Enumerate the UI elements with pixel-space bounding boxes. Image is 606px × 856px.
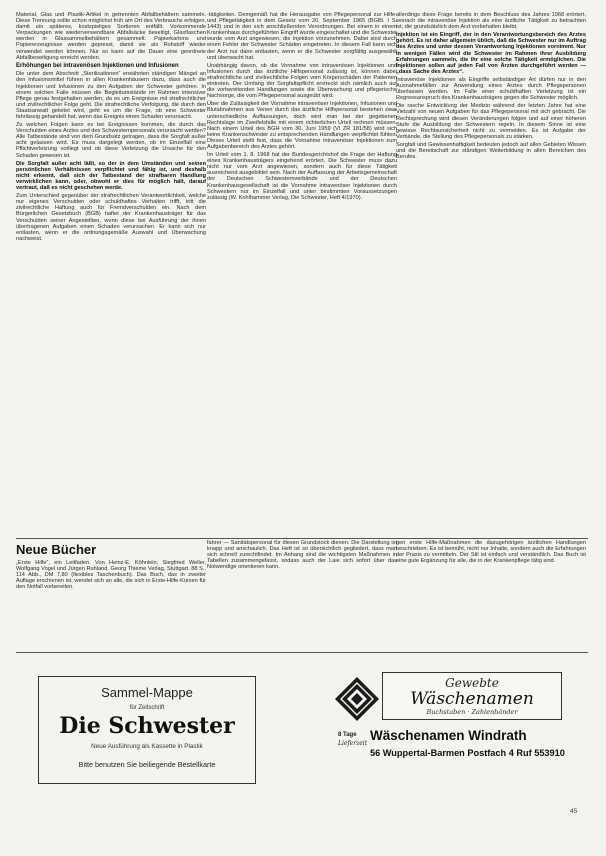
paragraph: allerdings diese Frage bereits in dem Beschluss des Jahres 1968 erörtert, wonach die intravenöse Injektion als eine ärztliche Tätigkeit zu betrachten ist, die grundsätzlich dem Arzt vorbehalten bleibt. [396,12,586,31]
paragraph: Injektion ist ein Eingriff, der in den Verantwortungsbereich des Arztes gehört. Es ist daher allgemein üblich, daß die Schwester nur im Auftrag des Arztes und unter dessen Verantwortung Injektionen vornimmt. Nur in wenigen Fällen wird die Schwester im Rahmen ihrer Ausbildung Erfahrungen sammeln, die ihr eine solche Tätigkeit ermöglichen. Die Injektionen sollen auf jeden Fall von Ärzten durchgeführt werden — „dass Sache des Arztes“. [396,32,586,75]
sammelmappe-advertisement [38,676,256,784]
paragraph: Sorgfalt und Gewissenhaftigkeit bedeuten jedoch auf allen Gebieten Wissen und die Bereitschaft zur ständigen Weiterbildung in allen Bereichen des Berufes. [396,141,586,161]
books-heading: Neue Bücher [16,542,97,557]
section-heading: Erhöhungen bei intravenösen Injektionen und Infusionen [16,62,179,69]
windrath-advertisement [326,672,566,776]
book-review-column-2: fahrer — Sanitätspersonal für diesen Grundstock dienen. Die Darstellung ist knapp und anschaulich. Das Heft ist so übersichtlich gegliedert, dass man sich schnell zurechtfindet. Im Anhang sind die wichtigsten Maßnahmen in Tabellen zusammengefasst, sodass auch der Laie sich sofort über das Notwendige orientieren kann. [207,540,397,571]
delivery-label: Lieferzeit [338,740,368,747]
book-review-column-3: gen erste Hilfe-Maßnahmen die dazugehörigen ärztlichen Handlungen beschrieben. Es ist bemüht, nicht nur Inhalte, sondern auch die Erfahrungen der Praxis zu vermitteln. Der Stil ist einfach und verständlich. Das Buch ist eine gute Ergänzung für alle, die in der Krankenpflege tätig sind. [396,540,586,565]
ads-divider [16,652,588,653]
paragraph: Die rasche Entwicklung der Medizin während der letzten Jahre hat eine Vielzahl von neuen Aufgaben für das Pflegepersonal mit sich gebracht. Die Rechtsprechung wird diesen Veränderungen folgen und auf einer höheren Stufe die Ausbildung der Schwestern regeln. In diesem Sinne ist eine gewisse Rechtsunsicherheit nicht zu vermeiden. Es ist Aufgabe der Verbände, die Stellung des Pflegepersonals zu stärken. [396,103,586,140]
delivery-days: 8 Tage [338,732,357,738]
label-line-3: Buchstaben · Zahlenbänder [426,708,518,716]
label-line-2: Wäschenamen [410,689,534,709]
ad-description: Neue Ausführung als Kassette in Plastik [91,743,203,750]
paragraph: Material, Glas und Plastik-Artikel in getrennten Abfallbehältern sammeln. Diese Trennung sollte schon möglichst früh am Ort des Verbrauchs erfolgen, damit ein späteres, kostspieliges Sortieren entfällt. Vorkommende Verpackungen wie wiederverwendbare Abfallsäcke beseitigt, Glasflaschen werden in Glassammelbehältern gesammelt. Papierkartons und Papiererzeugnisse werden gepresst, damit sie als Rohstoff wieder verwendet werden können. Nur so kann auf die Dauer eine geordnete Abfallbeseitigung erreicht werden. [16,12,206,61]
article-column-3 [396,12,586,537]
paragraph: Über die Zulässigkeit der Vornahme intravenöser Injektionen, Infusionen und Blutabnahmen aus Venen durch das ärztliche Hilfspersonal bestehen zwar unterschiedliche Auffassungen, doch wird man bei der gegebenen Rechtslage im Zweifelsfalle mit einem richterlichen Urteil rechnen müssen. Nach einem Urteil des BGH vom 30. Juni 1959 (VI ZR 181/58) wird sich keine Krankenschwester zu entsprechenden Handlungen verpflichtet fühlen. Dieses Urteil stellt fest, dass die Vornahme intravenöser Injektionen zum Aufgabenbereich des Arztes gehört. [207,101,397,150]
paragraph: Die unter dem Abschnitt „Sterilisationen“ erwähnten ständigen Mängel an den Infusionsmittel führen in allen Krankenhäusern dazu, dass auch die Injektionen und Infusionen zu den Aufgaben der Schwester gehören. In einem solchen Falle müssen die Begleitumstände im Rahmen intensiver Pflege genau festgehalten werden, da es um Ereignisse mit strafrechtlicher und zivilrechtlicher Folge geht. Die strafrechtliche Verfolgung, die durch den Staatsanwalt geleitet wird, geht es um die Frage, ob eine Schwester fahrlässig gehandelt hat, wenn das Ereignis einen Schaden verursacht. [16,71,206,120]
woven-label-box [382,672,562,720]
page-number: 45 [570,808,578,815]
company-address: 56 Wuppertal-Barmen Postfach 4 Ruf 553910 [370,748,565,758]
paragraph: Unabhängig davon, ob die Vornahme von intravenösen Injektionen und Infusionen durch das ärztliche Hilfspersonal zulässig ist, können dabei strafrechtliche und zivilrechtliche Folgen vom Körperschäden der Patienten eintreten. Der Umfang der Sorgfaltspflicht erstreckt sich nämlich auch auf die vorbereitenden Handlungen sowie die Überwachung und pflegerische Nachsorge, die vom Pflegepersonal ausgeübt wird. [207,62,397,100]
label-line-1: Gewebte [445,676,499,690]
article-column-2 [207,12,397,537]
paragraph: Im Urteil vom 1. 8. 1968 hat der Bundesgerichtshof die Frage der Haftung eines Krankenhausträgers eingehend erörtert. Die Schwester muss dazu nicht nur vom Arzt angewiesen, sondern auch für diese Tätigkeit ausreichend ausgebildet sein. Nach der Auffassung der Arbeitsgemeinschaft der Deutschen Schwesternverbände und der Deutschen Krankenhausgesellschaft ist die Vornahme intravenöser Injektionen durch Schwestern nur im Einzelfall und unter bestimmten Voraussetzungen zulässig (W. Kohlhammer Verlag, Die Schwester, Heft 4/1970). [207,152,397,201]
book-review-column-1: „Erste Hilfe“, ein Leitfaden. Von Heinz-E. Köhnlein, Siegfried Weller, Wolfgang Vogel und Jürgen Ruhland. Georg Thieme Verlag, Stuttgart. 88 S., 114 Abb., DM 7,80 (flexibles Taschenbuch). Das Buch, das in zweiter Auflage erschienen ist, wendet sich an alle, die sich in Erste-Hilfe-Kursen für den Notfall vorbereiten. [16,560,206,591]
paragraph: Intravenöse Injektionen als Eingriffe selbständiger Art dürfen nur in den Ausnahmefällen zur Anwendung eines Arztes durch Pflegepersonen überlassen werden. Im Falle einer schuldhaften Verletzung ist ein Regressanspruch des Krankenhausträgers gegen die Schwester möglich. [396,76,586,102]
paragraph: Die Sorgfalt außer acht läßt, so der in dem Umständen und seinen persönlichen Verhältnissen verpflichtet und fähig ist, und deshalb nicht erkennt, daß sich der Tatbestand der strafbaren Handlung verwirklichen kann, oder, obwohl er dies für möglich hält, darauf vertraut, daß es nicht geschehen werde. [16,160,206,192]
paragraph: -tätigkeiten. Demgemäß hat die Herausgabe von Pflegepersonal zur Hilfe- und Pflegetätigkeit in dem Gesetz vom 20. September 1965 (BGBl. I S. 1443) und in den sich anschließenden Verordnungen. Bei einem in einem Krankenhaus durchgeführten Eingriff wurde eingeschaltet und die Schwester wurde vom Arzt angewiesen, die Injektion vorzunehmen. Dabei sind durch einen Fehler der Schwester Schäden eingetreten. In diesem Fall kann sich der Arzt nur dann entlasten, wenn er die Schwester sorgfältig ausgewählt und überwacht hat. [207,12,397,61]
company-name: Wäschenamen Windrath [370,728,527,743]
ad-title: Sammel-Mappe [101,685,193,700]
section-divider [16,538,588,539]
diamond-emblem-icon [334,676,380,722]
ad-subtitle: für Zeitschrift [129,705,165,711]
paragraph: Zu welchen Folgen kann es bei Ereignissen kommen, die durch das Verschulden eines Arztes und des Schwesternpersonals verursacht werden? Alle Tatbestände sind von dem Grundsatz getragen, dass die Sorgfalt außer acht gelassen wird. Es muss dargelegt werden, ob im Einzelfall eine Pflichtverletzung vorliegt und ob diese Verletzung die Ursache für den Schaden gewesen ist. [16,122,206,159]
ad-order-note: Bitte benutzen Sie beiliegende Bestellkarte [78,760,216,769]
paragraph: Zum Unterschied gegenüber der strafrechtlichen Verantwortlichkeit, welche nur eigenes Verschulden oder schuldhaftes Verhalten trifft, tritt die zivilrechtliche Haftung auch für Fremdverschulden ein. Nach dem Bürgerlichen Gesetzbuch (BGB) haftet der Krankenhausträger für das Verschulden seiner Angestellten, wenn diese bei Ausführung der ihnen übertragenen Aufgaben einen Schaden verursachen. Er kann sich nur entlasten, wenn er die ordnungsgemäße Auswahl und Überwachung nachweist. [16,193,206,242]
article-column-1 [16,12,206,537]
magazine-name: Die Schwester [59,713,235,739]
